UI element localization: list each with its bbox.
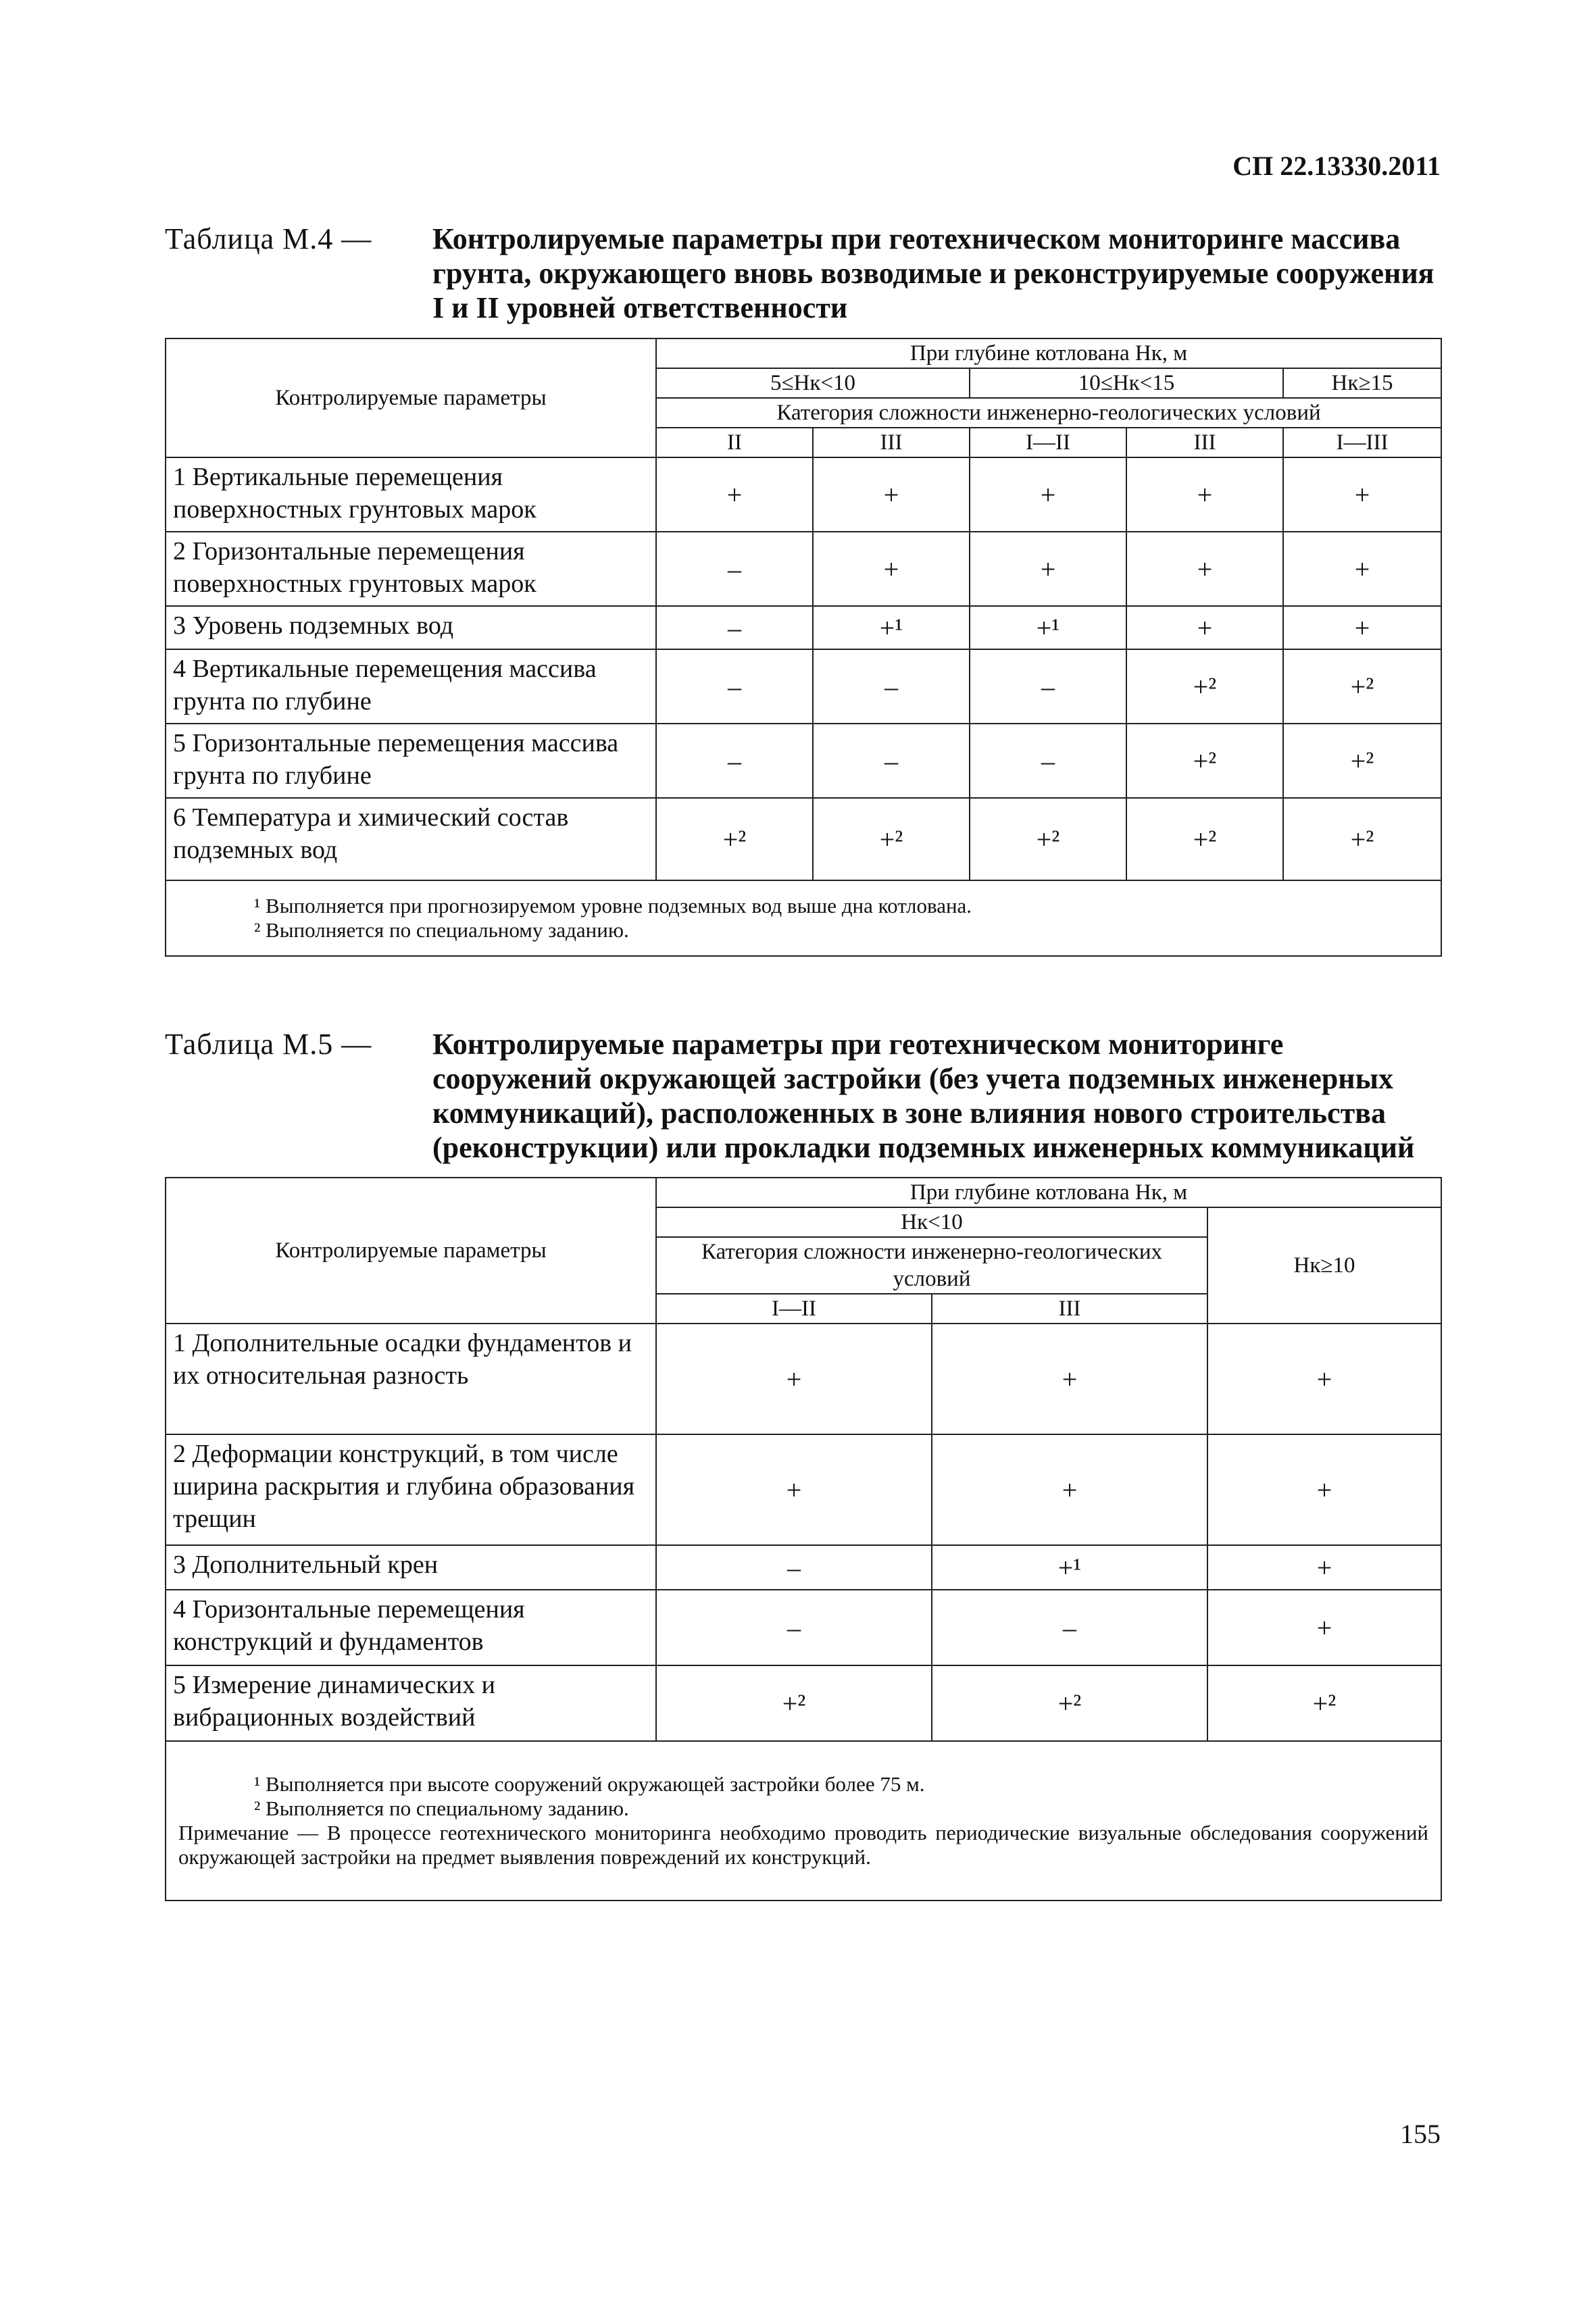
value-cell: + bbox=[970, 532, 1126, 606]
value-cell: + bbox=[1207, 1545, 1441, 1590]
depth-group: Hк≥10 bbox=[1207, 1207, 1441, 1324]
value-cell: + bbox=[1207, 1590, 1441, 1665]
value-cell: +² bbox=[1283, 724, 1441, 798]
footnote: ¹ Выполняется при высоте сооружений окружающей застройки более 75 м. bbox=[254, 1772, 925, 1796]
category: III bbox=[1126, 428, 1283, 457]
depth-group: 5≤Hк<10 bbox=[656, 368, 970, 398]
table-row bbox=[166, 1665, 1441, 1741]
value-cell: +² bbox=[932, 1665, 1207, 1741]
value-cell: – bbox=[656, 532, 813, 606]
depth-header-text: При глубине котлована Hк, м bbox=[909, 341, 1188, 366]
category-header: Категория сложности инженерно-геологических условий bbox=[656, 1237, 1207, 1294]
value-cell: +² bbox=[813, 798, 970, 880]
value-cell: + bbox=[970, 457, 1126, 532]
value-cell: + bbox=[656, 1324, 932, 1434]
value-cell: – bbox=[932, 1590, 1207, 1665]
table-row bbox=[166, 606, 1441, 649]
value-cell: + bbox=[932, 1324, 1207, 1434]
table-note: Примечание — В процессе геотехнического мониторинга необходимо проводить периодические визуальные обследования сооружений окружающей застройки на предмет выявления повреждений их конструкций. bbox=[178, 1821, 1428, 1869]
depth-header: При глубине котлована Hк, м bbox=[656, 1178, 1441, 1207]
value-cell: +² bbox=[1126, 649, 1283, 724]
category: I—II bbox=[656, 1294, 932, 1324]
value-cell: +¹ bbox=[932, 1545, 1207, 1590]
category: I—III bbox=[1283, 428, 1441, 457]
depth-header bbox=[656, 338, 1441, 368]
table-m4 bbox=[165, 338, 1442, 957]
value-cell: +² bbox=[1126, 798, 1283, 880]
param-header: Контролируемые параметры bbox=[166, 1178, 656, 1324]
table-m4-label: Таблица М.4 — bbox=[165, 222, 372, 255]
param-cell: 1 Вертикальные перемещения поверхностных грунтовых марок bbox=[166, 457, 656, 532]
value-cell: +¹ bbox=[813, 606, 970, 649]
table-row bbox=[166, 724, 1441, 798]
value-cell: – bbox=[656, 1545, 932, 1590]
param-cell: 2 Деформации конструкций, в том числе ширина раскрытия и глубина образования трещин bbox=[166, 1434, 656, 1545]
category: II bbox=[656, 428, 813, 457]
table-row bbox=[166, 532, 1441, 606]
table-row bbox=[166, 457, 1441, 532]
category: III bbox=[813, 428, 970, 457]
value-cell: – bbox=[656, 1590, 932, 1665]
value-cell: – bbox=[656, 724, 813, 798]
param-cell: 3 Дополнительный крен bbox=[166, 1545, 656, 1590]
value-cell: + bbox=[813, 457, 970, 532]
param-cell: 5 Измерение динамических и вибрационных воздействий bbox=[166, 1665, 656, 1741]
value-cell: +² bbox=[656, 798, 813, 880]
value-cell: + bbox=[1283, 532, 1441, 606]
document-code: СП 22.13330.2011 bbox=[1232, 151, 1441, 181]
table-m4-notes bbox=[166, 880, 1441, 956]
value-cell: + bbox=[1283, 457, 1441, 532]
param-cell: 6 Температура и химический состав подземных вод bbox=[166, 798, 656, 880]
param-cell: 4 Горизонтальные перемещения конструкций и фундаментов bbox=[166, 1590, 656, 1665]
footnote: ² Выполняется по специальному заданию. bbox=[254, 1796, 629, 1820]
value-cell: – bbox=[813, 649, 970, 724]
value-cell: + bbox=[1126, 532, 1283, 606]
value-cell: + bbox=[1283, 606, 1441, 649]
table-row bbox=[166, 649, 1441, 724]
value-cell: +¹ bbox=[970, 606, 1126, 649]
value-cell: – bbox=[813, 724, 970, 798]
value-cell: +² bbox=[1283, 798, 1441, 880]
table-row bbox=[166, 1324, 1441, 1434]
value-cell: – bbox=[656, 606, 813, 649]
value-cell: +² bbox=[970, 798, 1126, 880]
table-m5-title: Контролируемые параметры при геотехническом мониторинге сооружений окружающей застройки (без учета подземных инженерных коммуникаций), расположенных в зоне влияния нового строительства (реконструкции) или прокладки подземных инженерных коммуникаций bbox=[432, 1028, 1415, 1164]
table-m5 bbox=[165, 1177, 1442, 1901]
value-cell: +² bbox=[1126, 724, 1283, 798]
table-m5-label: Таблица М.5 — bbox=[165, 1028, 372, 1061]
value-cell: +² bbox=[1207, 1665, 1441, 1741]
param-cell: 5 Горизонтальные перемещения массива грунта по глубине bbox=[166, 724, 656, 798]
table-row bbox=[166, 1545, 1441, 1590]
footnote: ¹ Выполняется при прогнозируемом уровне подземных вод выше дна котлована. bbox=[254, 894, 972, 917]
table-m4-caption bbox=[165, 222, 1442, 325]
param-header: Контролируемые параметры bbox=[166, 338, 656, 457]
value-cell: + bbox=[1207, 1434, 1441, 1545]
table-m5-caption bbox=[165, 1027, 1442, 1165]
category: III bbox=[932, 1294, 1207, 1324]
param-cell: 1 Дополнительные осадки фундаментов и их относительная разность bbox=[166, 1324, 656, 1434]
depth-group: Hк<10 bbox=[656, 1207, 1207, 1237]
category-header: Категория сложности инженерно-геологических условий bbox=[656, 398, 1441, 428]
value-cell: +² bbox=[1283, 649, 1441, 724]
value-cell: + bbox=[1126, 457, 1283, 532]
param-cell: 2 Горизонтальные перемещения поверхностных грунтовых марок bbox=[166, 532, 656, 606]
value-cell: – bbox=[970, 649, 1126, 724]
depth-group: 10≤Hк<15 bbox=[970, 368, 1283, 398]
param-cell: 4 Вертикальные перемещения массива грунта по глубине bbox=[166, 649, 656, 724]
value-cell: + bbox=[813, 532, 970, 606]
footnote: ² Выполняется по специальному заданию. bbox=[254, 918, 629, 942]
category: I—II bbox=[970, 428, 1126, 457]
table-row bbox=[166, 1434, 1441, 1545]
value-cell: +² bbox=[656, 1665, 932, 1741]
table-row bbox=[166, 1590, 1441, 1665]
param-cell: 3 Уровень подземных вод bbox=[166, 606, 656, 649]
value-cell: + bbox=[1126, 606, 1283, 649]
depth-group: Hк≥15 bbox=[1283, 368, 1441, 398]
value-cell: + bbox=[656, 1434, 932, 1545]
table-m5-notes bbox=[166, 1741, 1441, 1901]
value-cell: – bbox=[656, 649, 813, 724]
page-number: 155 bbox=[1400, 2119, 1441, 2149]
table-row bbox=[166, 798, 1441, 880]
table-m4-title: Контролируемые параметры при геотехническом мониторинге массива грунта, окружающего вновь возводимые и реконструируемые сооружения I и II уровней ответственности bbox=[432, 222, 1435, 324]
value-cell: – bbox=[970, 724, 1126, 798]
value-cell: + bbox=[656, 457, 813, 532]
value-cell: + bbox=[1207, 1324, 1441, 1434]
value-cell: + bbox=[932, 1434, 1207, 1545]
